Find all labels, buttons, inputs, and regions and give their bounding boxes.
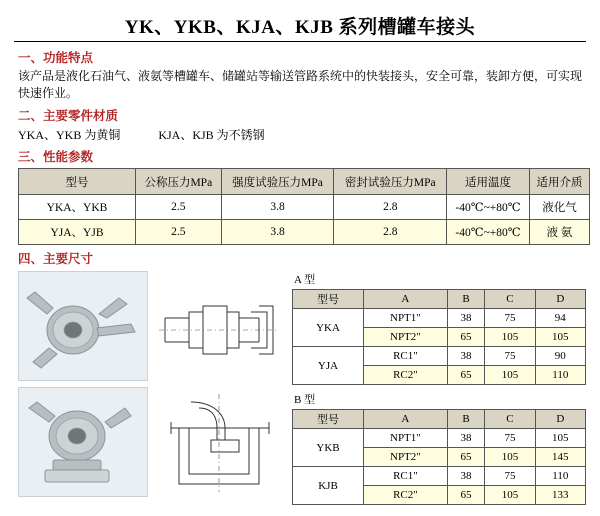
cell-a: NPT2" xyxy=(364,328,448,347)
cell-nominal-pressure: 2.5 xyxy=(136,195,222,220)
cell-d: 110 xyxy=(535,467,585,486)
cell-c: 75 xyxy=(485,309,535,328)
cell-c: 105 xyxy=(485,448,535,467)
cell-medium: 液 氨 xyxy=(529,220,589,245)
cell-d: 110 xyxy=(535,366,585,385)
table-header-row xyxy=(293,290,586,309)
col-header-model: 型号 xyxy=(293,410,364,429)
cell-model: YJA xyxy=(293,347,364,385)
cell-model: YJA、YJB xyxy=(19,220,136,245)
cell-c: 105 xyxy=(485,328,535,347)
col-header-seal-pressure: 密封试验压力MPa xyxy=(334,169,447,195)
section-heading-dimensions: 四、主要尺寸 xyxy=(18,252,94,266)
table-row xyxy=(293,467,586,486)
cell-temperature: -40℃~+80℃ xyxy=(447,220,530,245)
col-header-b: B xyxy=(447,290,484,309)
cell-nominal-pressure: 2.5 xyxy=(136,220,222,245)
cell-c: 75 xyxy=(485,347,535,366)
cell-a: NPT2" xyxy=(364,448,448,467)
col-header-d: D xyxy=(535,410,585,429)
table-row xyxy=(293,429,586,448)
col-header-a: A xyxy=(364,410,448,429)
dimension-table-a-block xyxy=(292,271,586,385)
cell-strength-pressure: 3.8 xyxy=(221,195,334,220)
table-header-row xyxy=(293,410,586,429)
dimension-table-b xyxy=(292,409,586,505)
coupling-drawing-b xyxy=(154,387,284,497)
table-caption-a: A 型 xyxy=(294,274,316,286)
coupling-drawing-a xyxy=(154,271,284,381)
dimension-table-b-block xyxy=(292,391,586,505)
cell-d: 105 xyxy=(535,429,585,448)
cell-d: 145 xyxy=(535,448,585,467)
dimensions-area xyxy=(18,271,586,505)
cell-b: 65 xyxy=(447,328,484,347)
col-header-temperature: 适用温度 xyxy=(447,169,530,195)
cell-c: 105 xyxy=(485,486,535,505)
table-row xyxy=(293,309,586,328)
cell-a: NPT1" xyxy=(364,429,448,448)
cell-seal-pressure: 2.8 xyxy=(334,220,447,245)
cell-d: 94 xyxy=(535,309,585,328)
col-header-strength-pressure: 强度试验压力MPa xyxy=(221,169,334,195)
coupling-photo-b xyxy=(18,387,148,497)
col-header-b: B xyxy=(447,410,484,429)
cell-b: 38 xyxy=(447,429,484,448)
cell-temperature: -40℃~+80℃ xyxy=(447,195,530,220)
table-row xyxy=(19,220,590,245)
cell-c: 75 xyxy=(485,467,535,486)
cell-b: 65 xyxy=(447,366,484,385)
section-body-features: 该产品是液化石油气、液氨等槽罐车、储罐站等输送管路系统中的快装接头，安全可靠，装卸方便，可实现快速作业。 xyxy=(18,69,583,100)
cell-model: YKA、YKB xyxy=(19,195,136,220)
cell-model: KJB xyxy=(293,467,364,505)
title-divider xyxy=(14,41,586,42)
cell-a: NPT1" xyxy=(364,309,448,328)
cell-d: 90 xyxy=(535,347,585,366)
table-header-row xyxy=(19,169,590,195)
cell-a: RC2" xyxy=(364,366,448,385)
materials-line xyxy=(18,126,586,143)
cell-a: RC1" xyxy=(364,347,448,366)
cell-d: 133 xyxy=(535,486,585,505)
col-header-d: D xyxy=(535,290,585,309)
col-header-model: 型号 xyxy=(293,290,364,309)
cell-d: 105 xyxy=(535,328,585,347)
cell-a: RC1" xyxy=(364,467,448,486)
performance-table xyxy=(18,168,590,245)
section-heading-materials: 二、主要零件材质 xyxy=(18,109,119,123)
images-row-b xyxy=(18,387,284,497)
col-header-model: 型号 xyxy=(19,169,136,195)
cell-b: 38 xyxy=(447,467,484,486)
col-header-c: C xyxy=(485,410,535,429)
dimension-tables-column xyxy=(292,271,586,505)
cell-a: RC2" xyxy=(364,486,448,505)
dimension-table-a xyxy=(292,289,586,385)
cell-seal-pressure: 2.8 xyxy=(334,195,447,220)
cell-b: 38 xyxy=(447,309,484,328)
table-caption-b: B 型 xyxy=(294,394,316,406)
materials-left: YKA、YKB 为黄铜 xyxy=(18,128,121,142)
cell-b: 65 xyxy=(447,448,484,467)
cell-b: 38 xyxy=(447,347,484,366)
cell-strength-pressure: 3.8 xyxy=(221,220,334,245)
cell-medium: 液化气 xyxy=(529,195,589,220)
cell-b: 65 xyxy=(447,486,484,505)
table-row xyxy=(19,195,590,220)
cell-model: YKB xyxy=(293,429,364,467)
col-header-medium: 适用介质 xyxy=(529,169,589,195)
images-column xyxy=(18,271,284,505)
cell-model: YKA xyxy=(293,309,364,347)
coupling-photo-a xyxy=(18,271,148,381)
table-row xyxy=(293,347,586,366)
section-heading-features: 一、功能特点 xyxy=(18,51,94,65)
materials-right: KJA、KJB 为不锈钢 xyxy=(158,128,265,142)
col-header-c: C xyxy=(485,290,535,309)
cell-c: 105 xyxy=(485,366,535,385)
section-heading-performance: 三、性能参数 xyxy=(18,150,94,164)
page-title: YK、YKB、KJA、KJB 系列槽罐车接头 xyxy=(124,17,476,38)
cell-c: 75 xyxy=(485,429,535,448)
images-row-a xyxy=(18,271,284,381)
col-header-nominal-pressure: 公称压力MPa xyxy=(136,169,222,195)
col-header-a: A xyxy=(364,290,448,309)
